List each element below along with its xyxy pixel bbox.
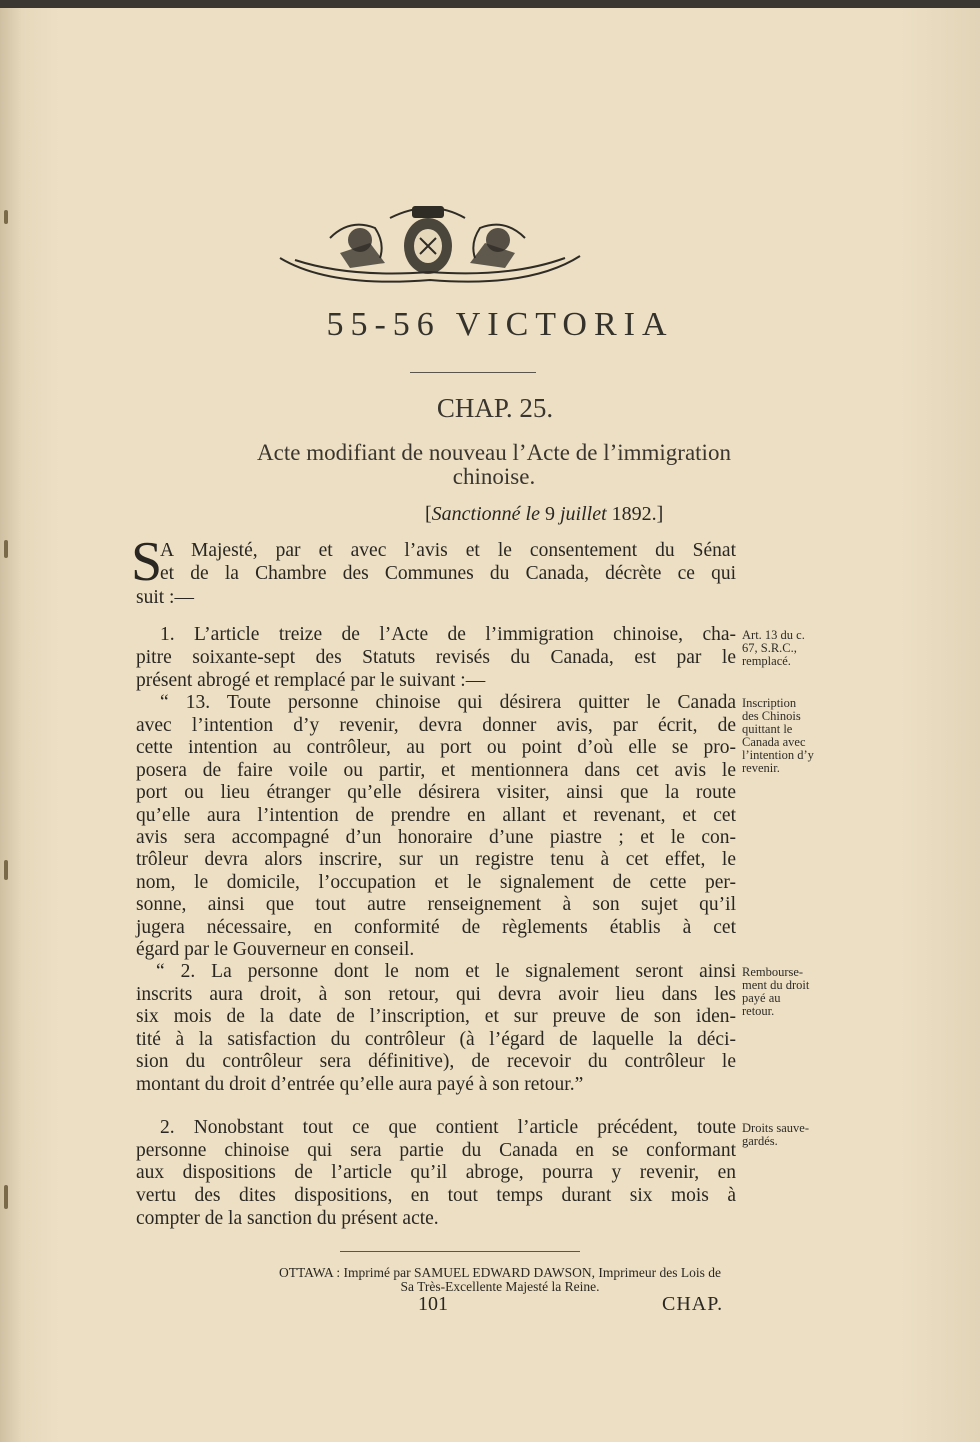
margin-note-inscription — [742, 697, 814, 775]
margin-note-line: Rembourse- — [742, 965, 804, 979]
reign-heading: 55-56 VICTORIA — [326, 306, 674, 343]
body-line: présent abrogé et remplacé par le suivant :— — [136, 670, 486, 691]
sanction-day: 9 — [539, 503, 560, 525]
margin-note-art13 — [742, 629, 805, 668]
margin-note-line: 67, S.R.C., — [742, 641, 797, 655]
binding-mark — [4, 540, 8, 558]
body-line: compter de la sanction du présent acte. — [136, 1208, 439, 1229]
margin-note-line: Canada avec — [742, 735, 806, 749]
footer-rule — [340, 1251, 580, 1252]
sanction-open: [ — [425, 503, 432, 525]
body-line: montant du droit d’entrée qu’elle aura payé à son retour.” — [136, 1074, 584, 1095]
margin-note-remboursement — [742, 966, 809, 1018]
margin-note-line: revenir. — [742, 761, 780, 775]
page-number: 101 — [418, 1293, 448, 1315]
body-line: 2. Nonobstant tout ce que contient l’article précédent, toute — [160, 1117, 736, 1138]
body-line: avis sera accompagné d’un honoraire d’une piastre ; et le con- — [136, 827, 736, 848]
body-line: personne chinoise qui sera partie du Canada en se conformant — [136, 1140, 736, 1161]
body-line: six mois de la date de l’inscription, et sur preuve de son iden- — [136, 1006, 736, 1027]
margin-note-line: Inscription — [742, 696, 797, 710]
margin-note-line: Droits sauve- — [742, 1121, 809, 1135]
chapter-heading: CHAP. 25. — [436, 393, 554, 423]
margin-note-line: quittant le — [742, 722, 793, 736]
body-line: inscrits aura droit, à son retour, qui devra avoir lieu dans les — [136, 984, 736, 1005]
preamble-line: et de la Chambre des Communes du Canada, décrète ce qui — [160, 563, 736, 584]
body-line: “ 2. La personne dont le nom et le signalement seront ainsi — [156, 961, 736, 982]
body-line: tité à la satisfaction du contrôleur (à l’égard de laquelle la déci- — [136, 1029, 736, 1050]
body-line: nom, le domicile, l’occupation et le signalement de cette per- — [136, 872, 736, 893]
binding-mark — [4, 1185, 8, 1209]
drop-cap: S — [131, 531, 163, 593]
scan-top-edge — [0, 0, 980, 8]
preamble-line: suit :— — [136, 587, 194, 608]
body-line: port ou lieu étranger qu’elle désirera visiter, ainsi que la route — [136, 782, 736, 803]
margin-note-line: ment du droit — [742, 978, 810, 992]
imprint-line2: Sa Très-Excellente Majesté la Reine. — [400, 1279, 600, 1294]
body-line: égard par le Gouverneur en conseil. — [136, 939, 415, 960]
preamble-line: A Majesté, par et avec l’avis et le consentement du Sénat — [160, 540, 736, 561]
margin-note-line: gardés. — [742, 1134, 778, 1148]
act-title-line2: chinoise. — [452, 464, 536, 489]
body-line: aux dispositions de l’article qu’il abroge, pourra y revenir, en — [136, 1162, 736, 1183]
margin-note-line: Art. 13 du c. — [742, 628, 805, 642]
margin-note-line: retour. — [742, 1004, 775, 1018]
margin-note-line: des Chinois — [742, 709, 801, 723]
imprint-line1: OTTAWA : Imprimé par SAMUEL EDWARD DAWSON, Imprimeur des Lois de — [278, 1265, 722, 1280]
body-line: trôleur devra alors inscrire, sur un registre tenu à cet effet, le — [136, 849, 736, 870]
margin-note-line: remplacé. — [742, 654, 791, 668]
body-line: sonne, ainsi que tout autre renseignement à son sujet qu’il — [136, 894, 736, 915]
body-line: 1. L’article treize de l’Acte de l’immigration chinoise, cha- — [160, 624, 736, 645]
body-line: avec l’intention d’y revenir, devra donner avis, par écrit, de — [136, 715, 736, 736]
sanction-month: juillet — [559, 503, 607, 525]
body-line: qu’elle aura l’intention de prendre en allant et revenant, et cet — [136, 805, 736, 826]
binding-mark — [4, 210, 8, 224]
act-title-line1: Acte modifiant de nouveau l’Acte de l’immigration — [257, 440, 731, 465]
margin-note-line: l’intention d’y — [742, 748, 814, 762]
margin-note-line: payé au — [742, 991, 781, 1005]
divider-rule — [410, 372, 536, 373]
body-line: vertu des dites dispositions, en tout temps durant six mois à — [136, 1185, 736, 1206]
body-line: pitre soixante-sept des Statuts revisés du Canada, est par le — [136, 647, 736, 668]
sanction-italic: Sanctionné le — [431, 503, 540, 525]
body-line: “ 13. Toute personne chinoise qui désirera quitter le Canada — [160, 692, 736, 713]
binding-mark — [4, 860, 8, 880]
margin-note-droits — [742, 1122, 809, 1148]
catchword: CHAP. — [662, 1293, 724, 1315]
royal-crest-icon — [270, 198, 585, 288]
body-line: sion du contrôleur sera définitive), de recevoir du contrôleur le — [136, 1051, 736, 1072]
sanction-year: 1892.] — [606, 503, 664, 525]
body-line: posera de faire voile ou partir, et mentionnera dans cet avis le — [136, 760, 736, 781]
body-line: cette intention au contrôleur, au port ou point d’où elle se pro- — [136, 737, 736, 758]
body-line: jugera nécessaire, en conformité de règlements établis à cet — [136, 917, 736, 938]
sanction-date — [425, 503, 663, 526]
